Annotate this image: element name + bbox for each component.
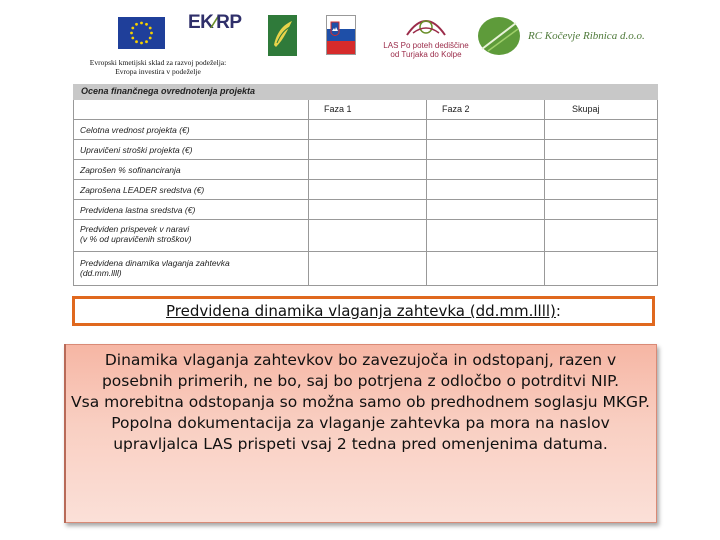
row-label-own-funds: Predvidena lastna sredstva (€) — [80, 205, 196, 215]
fund-caption — [78, 58, 238, 76]
row-sublabel-in-kind: (v % od upravičenih stroškov) — [80, 234, 192, 244]
column-header-faza2: Faza 2 — [442, 104, 470, 114]
las-logo — [376, 13, 476, 63]
info-paragraph-documentation: Popolna dokumentacija za vlaganje zahtevka pa mora na naslov upravljalca LAS prispeti vsaj 2 tedna pred omenjenima datuma. — [111, 414, 610, 453]
ekrp-prefix: EK — [188, 12, 214, 33]
info-paragraph-deviations: Vsa morebitna odstopanja so možna samo ob predhodnem soglasju MKGP. — [71, 393, 650, 411]
info-paragraph-binding: Dinamika vlaganja zahtevkov bo zavezujoča in odstopanj, razen v posebnih primerih, ne bo, saj bo potrjena z odločbo o potrditvi NIP. — [101, 351, 620, 390]
row-label-in-kind: Predviden prispevek v naravi — [80, 224, 190, 234]
row-divider — [74, 251, 657, 252]
row-divider — [74, 179, 657, 180]
row-label-leader-funds: Zaprošena LEADER sredstva (€) — [80, 185, 205, 195]
panel-left-accent — [64, 344, 66, 523]
column-header-faza1: Faza 1 — [324, 104, 352, 114]
rc-name: RC Kočevje Ribnica d.o.o. — [528, 30, 645, 42]
las-emblem-icon — [403, 13, 449, 41]
column-header-skupaj: Skupaj — [572, 104, 600, 114]
financial-evaluation-table — [73, 84, 658, 286]
column-divider — [308, 100, 309, 285]
table-title: Ocena finančnega ovrednotenja projekta — [81, 86, 256, 96]
dynamics-info-panel — [64, 344, 657, 523]
eu-flag-icon — [118, 17, 165, 49]
row-divider — [74, 119, 657, 120]
las-subtitle: od Turjaka do Kolpe — [390, 50, 462, 59]
dynamics-heading-text: Predvidena dinamika vlaganja zahtevka (dd.mm.llll) — [166, 302, 556, 320]
table-grid — [73, 100, 658, 286]
row-divider — [74, 139, 657, 140]
fund-caption-line1: Evropski kmetijski sklad za razvoj podeželja: — [89, 58, 227, 67]
ekrp-logo — [188, 12, 242, 46]
las-name: LAS Po poteh dediščine — [383, 41, 469, 50]
ekrp-mark: ∕ — [213, 12, 217, 33]
row-label-total-value: Celotna vrednost projekta (€) — [80, 125, 190, 135]
row-sublabel-dynamics: (dd.mm.llll) — [80, 268, 122, 278]
row-divider — [74, 219, 657, 220]
row-label-eligible-costs: Upravičeni stroški projekta (€) — [80, 145, 193, 155]
fund-caption-line2: Evropa investira v podeželje — [115, 67, 201, 76]
column-divider — [426, 100, 427, 285]
ekrp-suffix: RP — [216, 12, 242, 33]
slovenia-flag-icon — [326, 15, 356, 55]
table-title-bar — [73, 84, 658, 100]
row-divider — [74, 159, 657, 160]
rc-logo — [476, 15, 645, 57]
row-label-dynamics: Predvidena dinamika vlaganja zahtevka — [80, 258, 230, 268]
column-divider — [544, 100, 545, 285]
rc-leaf-icon — [476, 15, 522, 57]
row-label-cofinancing: Zaprošen % sofinanciranja — [80, 165, 181, 175]
dynamics-heading — [72, 296, 655, 326]
leader-icon — [268, 15, 297, 56]
row-divider — [74, 199, 657, 200]
dynamics-heading-colon: : — [555, 302, 561, 320]
